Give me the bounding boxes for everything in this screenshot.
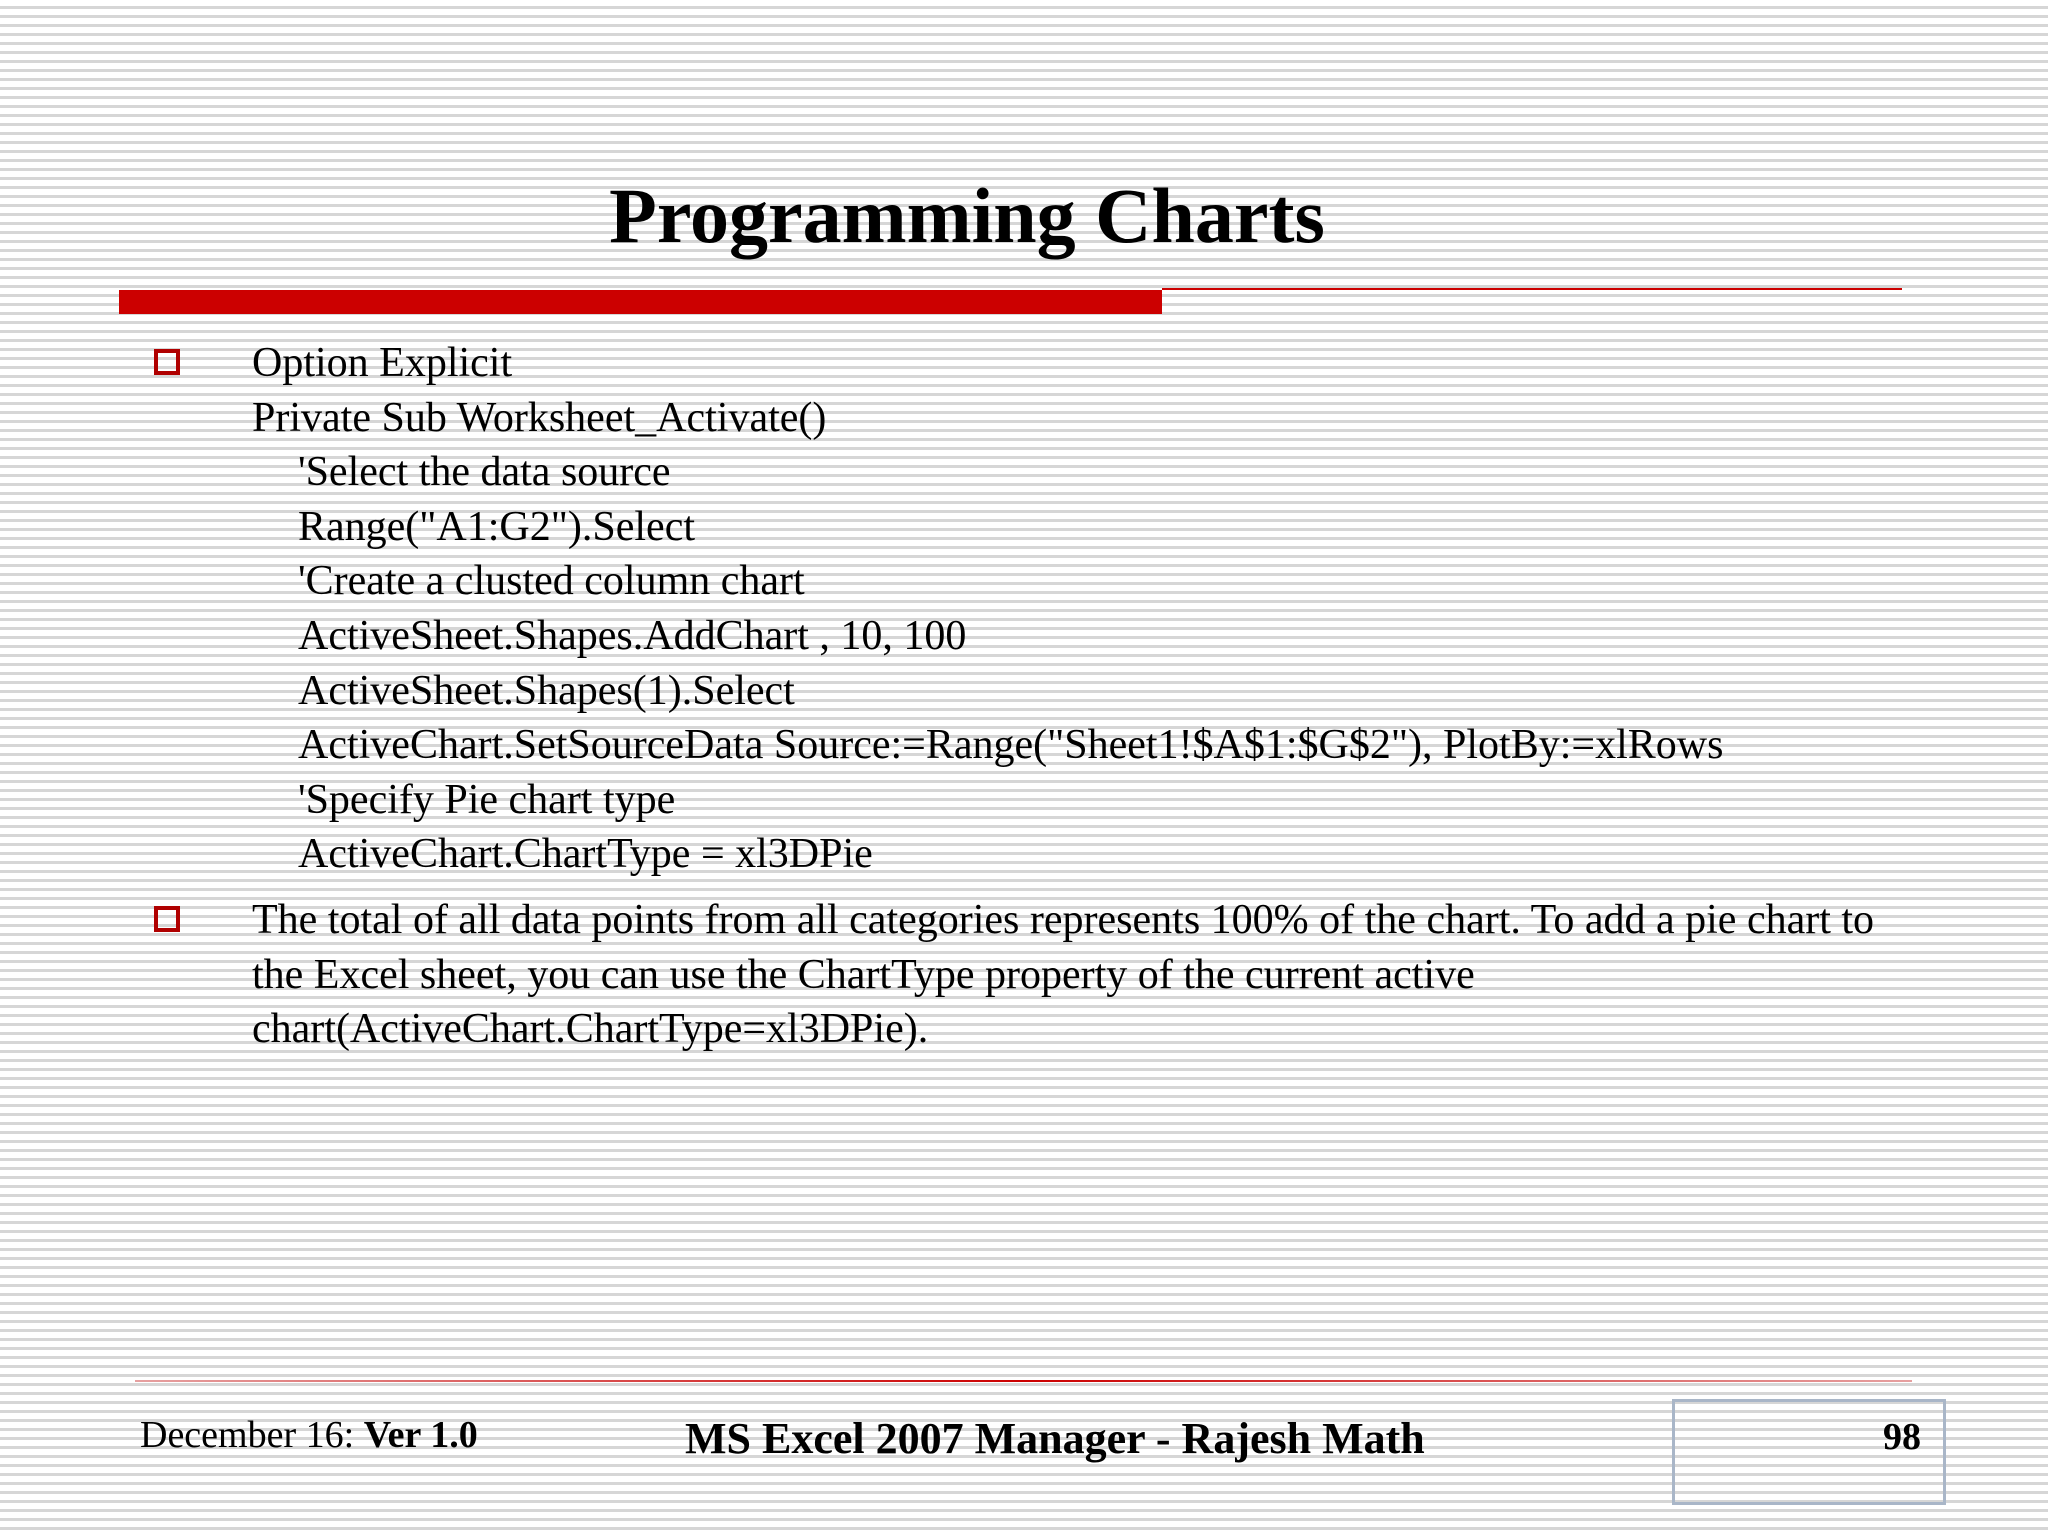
explanation-paragraph: The total of all data points from all categories represents 100% of the chart. To add a pie chart to the Excel sheet, you can use the ChartType property of the current active chart(ActiveChart.ChartType=xl3DPie). [252,897,1875,1053]
footer-date [140,1410,478,1460]
code-line: Private Sub Worksheet_Activate() [252,394,827,441]
code-line: 'Select the data source [298,449,671,496]
square-bullet-icon [154,349,180,375]
code-line: ActiveSheet.Shapes(1).Select [298,667,795,714]
title-underline-thick [119,290,1162,314]
code-line: ActiveChart.SetSourceData Source:=Range("Sheet1!$A$1:$G$2"), PlotBy:=xlRows [298,722,1724,769]
code-line: Range("A1:G2").Select [298,503,696,550]
code-listing [252,336,1912,882]
footer-divider [135,1380,1912,1382]
code-line: Option Explicit [252,340,513,386]
slide-title: Programming Charts [609,172,1325,259]
code-line: 'Specify Pie chart type [298,776,676,823]
title-underline-thin [1162,288,1902,290]
page-number-box [1672,1399,1946,1505]
code-line: ActiveChart.ChartType = xl3DPie [298,831,873,878]
square-bullet-icon [154,906,180,932]
footer-version: Ver 1.0 [363,1414,478,1456]
code-line: ActiveSheet.Shapes.AddChart , 10, 100 [298,612,967,659]
code-line: 'Create a clusted column chart [298,558,805,605]
footer-date-text: December 16: [140,1414,355,1456]
footer-title: MS Excel 2007 Manager - Rajesh Math [685,1414,1425,1463]
page-number: 98 [1883,1416,1921,1458]
